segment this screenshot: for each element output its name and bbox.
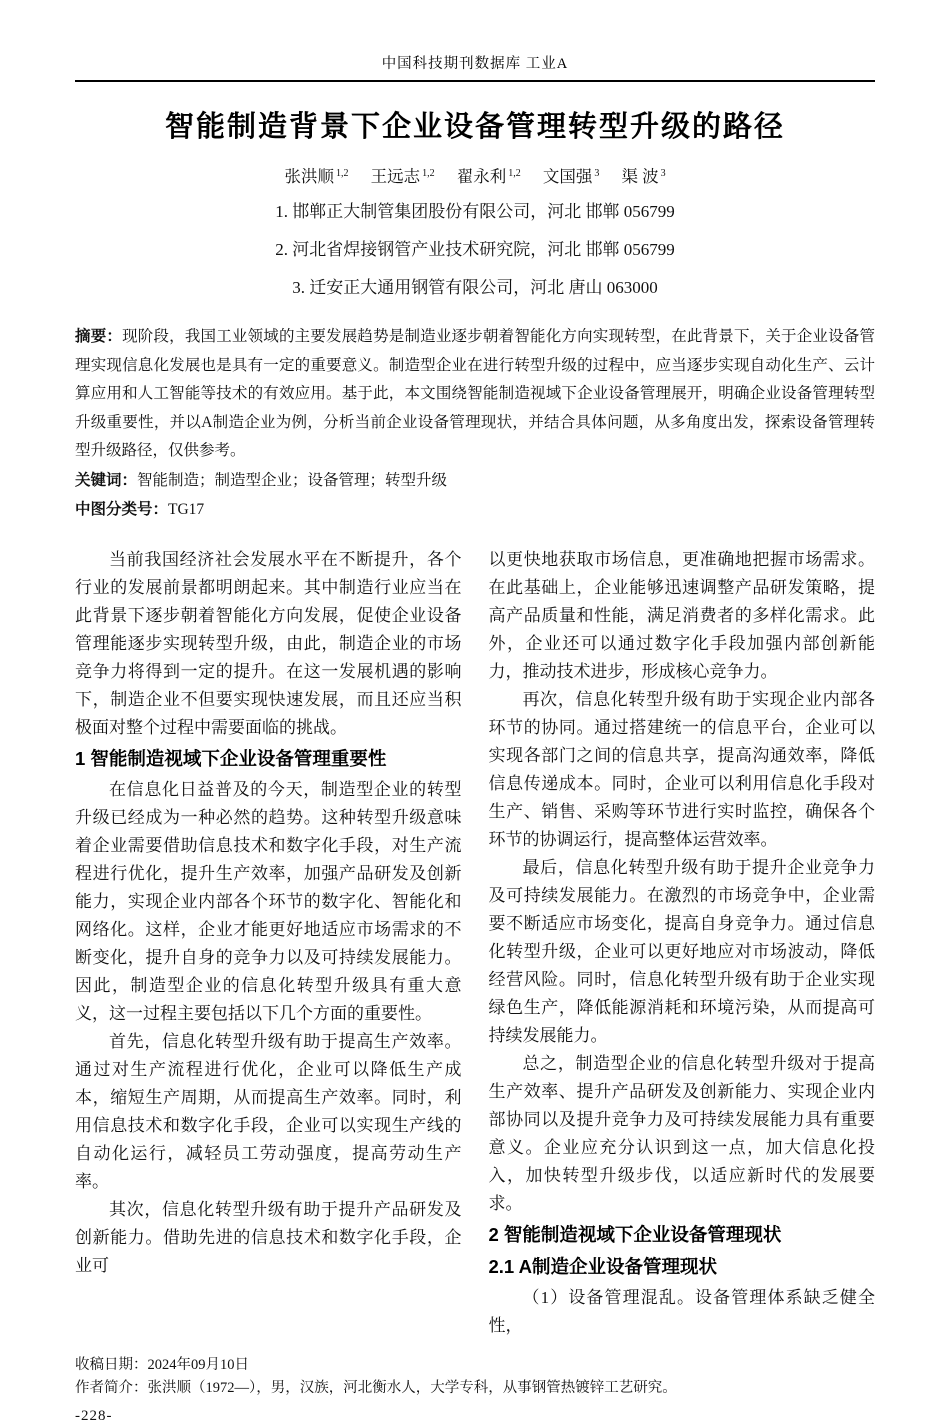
body-columns [75, 546, 875, 1340]
affiliation-line: 2. 河北省焊接钢管产业技术研究院，河北 邯郸 056799 [275, 240, 675, 259]
author-name: 王远志 [370, 167, 421, 186]
clc-label: 中图分类号： [75, 500, 169, 518]
author-item [371, 163, 435, 187]
section-heading-1: 1 智能制造视域下企业设备管理重要性 [75, 747, 387, 769]
body-paragraph: 在信息化日益普及的今天，制造型企业的转型升级已经成为一种必然的趋势。这种转型升级意味着企业需要借助信息技术和数字化手段，对生产流程进行优化，提升生产效率，加强产品研发及创新能力，实现企业内部各个环节的数字化、智能化和网络化。这样，企业才能更好地适应市场需求的不断变化，提升自身的竞争力以及可持续发展能力。因此，制造型企业的信息化转型升级具有重大意义，这一过程主要包括以下几个方面的重要性。 [75, 779, 462, 1023]
affiliations [75, 193, 875, 307]
author-superscript: 3 [660, 167, 666, 179]
keywords-line [75, 466, 875, 495]
body-paragraph: 其次，信息化转型升级有助于提升产品研发及创新能力。借助先进的信息技术和数字化手段，企业可 [75, 1199, 462, 1275]
keywords-text: 智能制造；制造型企业；设备管理；转型升级 [137, 471, 448, 489]
footer-author-bio: 作者简介：张洪顺（1972—），男，汉族，河北衡水人，大学专科，从事钢管热镀锌工艺研究。 [75, 1379, 677, 1396]
clc-value: TG17 [168, 500, 205, 518]
abstract-label: 摘要： [75, 328, 123, 345]
affiliation-line: 3. 迁安正大通用钢管有限公司，河北 唐山 063000 [292, 278, 658, 297]
abstract-text: 现阶段，我国工业领域的主要发展趋势是制造业逐步朝着智能化方向实现转型，在此背景下，关于企业设备管理实现信息化发展也是具有一定的重要意义。制造型企业在进行转型升级的过程中，应当逐步实现自动化生产、云计算应用和人工智能等技术的有效应用。基于此，本文围绕智能制造视域下企业设备管理展开，明确企业设备管理转型升级重要性，并以A制造企业为例，分析当前企业设备管理现状，并结合具体问题，从多角度出发，探索设备管理转型升级路径，仅供参考。 [75, 328, 875, 459]
column-right [489, 546, 876, 1340]
body-paragraph: 首先，信息化转型升级有助于提高生产效率。通过对生产流程进行优化，企业可以降低生产成本，缩短生产周期，从而提高生产效率。同时，利用信息技术和数字化手段，企业可以实现生产线的自动化运行，减轻员工劳动强度，提高劳动生产率。 [75, 1031, 462, 1191]
authors-line [75, 163, 875, 187]
section-heading-2-1: 2.1 A制造企业设备管理现状 [488, 1255, 718, 1277]
footer-received-date: 收稿日期：2024年09月10日 [75, 1356, 249, 1373]
author-superscript: 1,2 [422, 167, 435, 179]
keywords-label: 关键词： [75, 471, 138, 489]
author-name: 文国强 [542, 167, 593, 186]
header-rule [75, 80, 875, 82]
affiliation-line: 1. 邯郸正大制管集团股份有限公司，河北 邯郸 056799 [275, 202, 675, 221]
body-paragraph: 最后，信息化转型升级有助于提升企业竞争力及可持续发展能力。在激烈的市场竞争中，企业需要不断适应市场变化，提高自身竞争力。通过信息化转型升级，企业可以更好地应对市场波动，降低经营风险。同时，信息化转型升级有助于企业实现绿色生产，降低能源消耗和环境污染，从而提高可持续发展能力。 [488, 857, 875, 1045]
author-item [457, 163, 521, 187]
page-title: 智能制造背景下企业设备管理转型升级的路径 [164, 111, 785, 143]
page-footer [75, 1354, 875, 1428]
section-heading-2: 2 智能制造视域下企业设备管理现状 [488, 1223, 782, 1245]
author-name: 翟永利 [456, 167, 507, 186]
abstract-block [75, 323, 875, 466]
body-paragraph: 以更快地获取市场信息，更准确地把握市场需求。在此基础上，企业能够迅速调整产品研发策略，提高产品质量和性能，满足消费者的多样化需求。此外，企业还可以通过数字化手段加强内部创新能力，推动技术进步，形成核心竞争力。 [488, 549, 875, 681]
clc-line [75, 495, 875, 524]
author-item [543, 163, 600, 187]
page-number: -228- [75, 1407, 113, 1424]
author-name: 张洪顺 [284, 167, 334, 186]
body-paragraph: （1）设备管理混乱。设备管理体系缺乏健全性， [488, 1287, 875, 1335]
body-paragraph: 当前我国经济社会发展水平在不断提升，各个行业的发展前景都明朗起来。其中制造行业应当在此背景下逐步朝着智能化方向发展，促使企业设备管理能逐步实现转型升级，由此，制造企业的市场竞争力将得到一定的提升。在这一发展机遇的影响下，制造企业不但要实现快速发展，而且还应当积极面对整个过程中需要面临的挑战。 [75, 549, 462, 737]
journal-header: 中国科技期刊数据库 工业A [381, 56, 569, 72]
body-paragraph: 再次，信息化转型升级有助于实现企业内部各环节的协同。通过搭建统一的信息平台，企业可以实现各部门之间的信息共享，提高沟通效率，降低信息传递成本。同时，企业可以利用信息化手段对生产、销售、采购等环节进行实时监控，确保各个环节的协调运行，提高整体运营效率。 [488, 689, 875, 849]
author-item [284, 163, 348, 187]
author-superscript: 3 [594, 167, 600, 179]
body-paragraph: 总之，制造型企业的信息化转型升级对于提高生产效率、提升产品研发及创新能力、实现企业内部协同以及提升竞争力及可持续发展能力具有重要意义。企业应充分认识到这一点，加大信息化投入，加快转型升级步伐，以适应新时代的发展要求。 [488, 1053, 875, 1213]
column-left [75, 546, 462, 1340]
author-name: 渠 波 [621, 167, 659, 186]
author-superscript: 1,2 [335, 167, 349, 179]
author-item [621, 163, 665, 187]
author-superscript: 1,2 [508, 167, 521, 179]
